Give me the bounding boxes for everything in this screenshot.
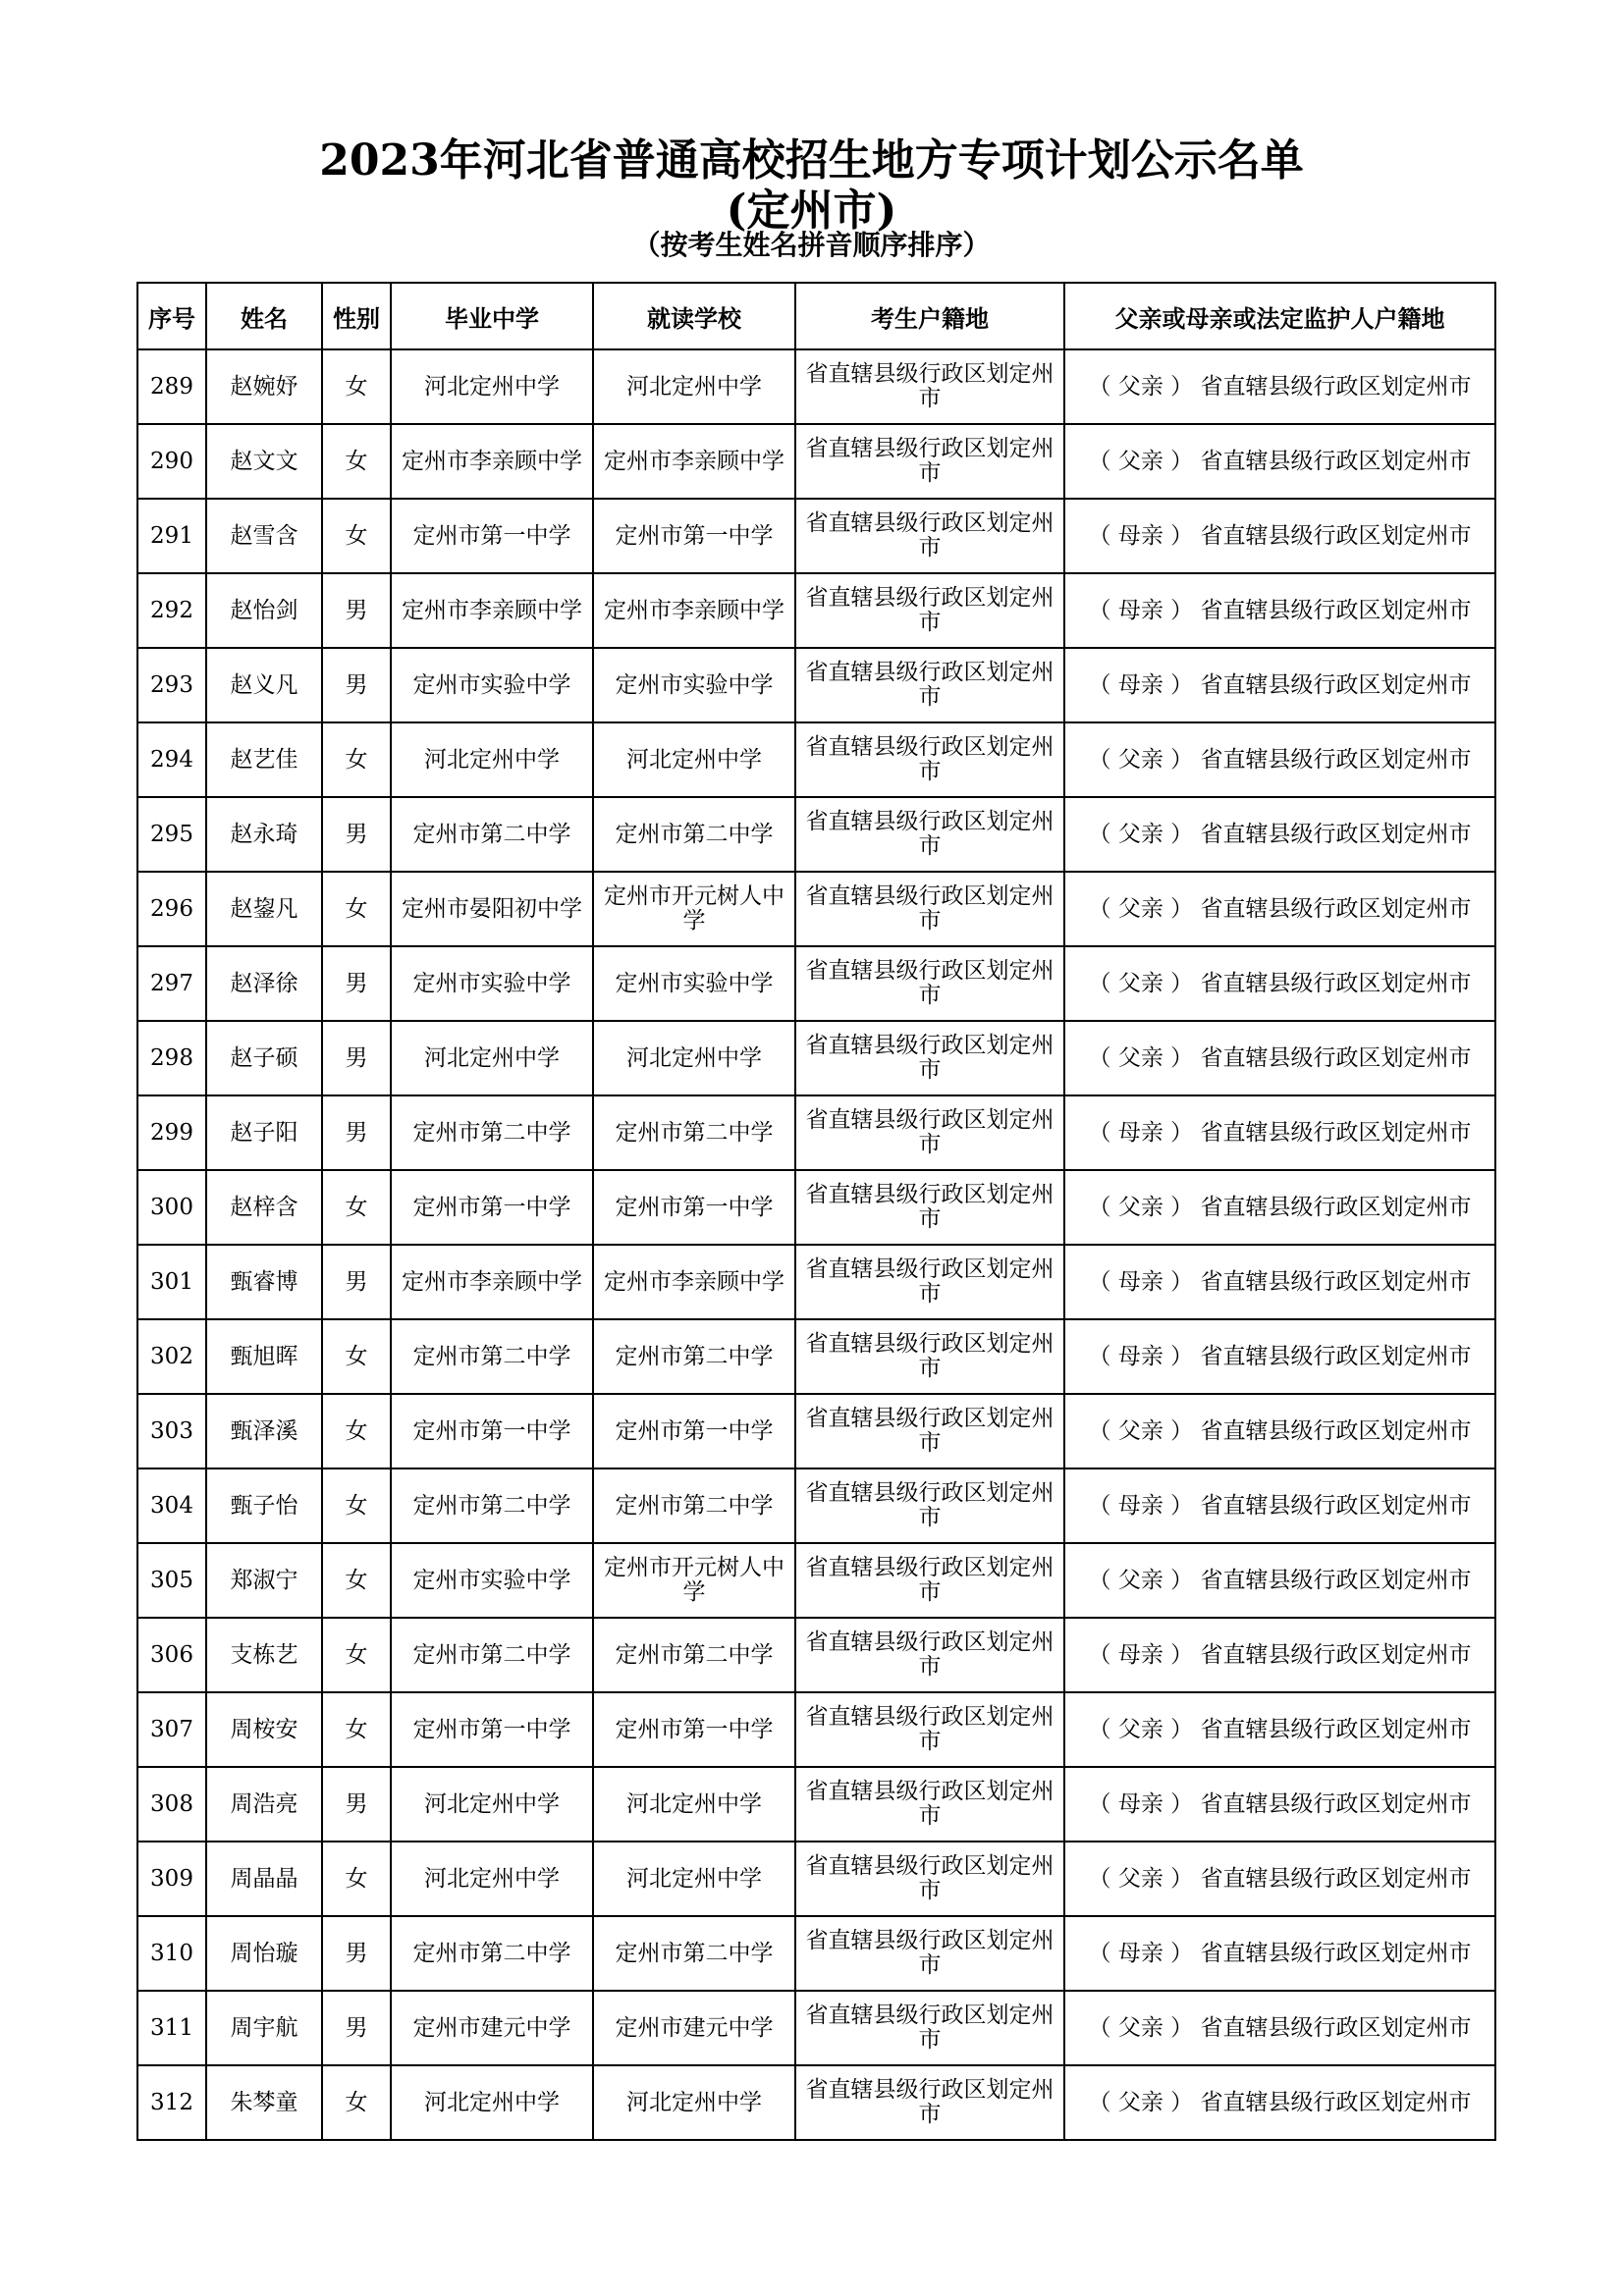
cell-gender: 男 [322,1245,391,1319]
table-row [137,424,1495,499]
table-row [137,722,1495,797]
cell-gender: 女 [322,424,391,499]
header-parent-hukou: 父亲或母亲或法定监护人户籍地 [1064,283,1495,349]
cell-name: 赵鋆凡 [206,872,322,946]
cell-hukou: 省直辖县级行政区划定州市 [795,1170,1064,1245]
cell-grad-school: 定州市第二中学 [391,1916,593,1991]
table-row [137,648,1495,722]
table-header-row [137,283,1495,349]
cell-gender: 女 [322,2065,391,2140]
cell-gender: 女 [322,1170,391,1245]
cell-parent-hukou: （ 母亲 ） 省直辖县级行政区划定州市 [1064,1319,1495,1394]
cell-current-school: 定州市第一中学 [593,1394,795,1468]
cell-gender: 男 [322,1095,391,1170]
cell-name: 周浩亮 [206,1767,322,1842]
cell-current-school: 定州市第一中学 [593,1170,795,1245]
cell-grad-school: 定州市第二中学 [391,1468,593,1543]
cell-parent-hukou: （ 父亲 ） 省直辖县级行政区划定州市 [1064,1021,1495,1095]
cell-gender: 男 [322,1916,391,1991]
cell-hukou: 省直辖县级行政区划定州市 [795,2065,1064,2140]
cell-name: 赵雪含 [206,499,322,573]
cell-gender: 女 [322,349,391,424]
cell-no: 312 [137,2065,206,2140]
cell-current-school: 河北定州中学 [593,1842,795,1916]
cell-no: 293 [137,648,206,722]
cell-gender: 男 [322,1991,391,2065]
cell-no: 309 [137,1842,206,1916]
sort-note: （按考生姓名拼音顺序排序） [632,229,991,261]
cell-hukou: 省直辖县级行政区划定州市 [795,797,1064,872]
cell-grad-school: 河北定州中学 [391,1021,593,1095]
cell-no: 311 [137,1991,206,2065]
cell-grad-school: 定州市第二中学 [391,1319,593,1394]
cell-current-school: 定州市第二中学 [593,1468,795,1543]
cell-grad-school: 定州市第一中学 [391,1170,593,1245]
cell-gender: 女 [322,872,391,946]
table-row [137,1021,1495,1095]
cell-name: 甄泽溪 [206,1394,322,1468]
cell-current-school: 定州市第二中学 [593,1095,795,1170]
cell-no: 298 [137,1021,206,1095]
cell-gender: 女 [322,1319,391,1394]
cell-parent-hukou: （ 父亲 ） 省直辖县级行政区划定州市 [1064,349,1495,424]
cell-no: 296 [137,872,206,946]
cell-current-school: 定州市第一中学 [593,499,795,573]
cell-grad-school: 定州市晏阳初中学 [391,872,593,946]
cell-name: 甄睿博 [206,1245,322,1319]
cell-no: 305 [137,1543,206,1618]
cell-name: 赵子硕 [206,1021,322,1095]
cell-name: 赵怡剑 [206,573,322,648]
cell-current-school: 定州市李亲顾中学 [593,1245,795,1319]
cell-grad-school: 定州市第二中学 [391,797,593,872]
cell-current-school: 定州市实验中学 [593,648,795,722]
cell-gender: 女 [322,1468,391,1543]
table-row [137,1319,1495,1394]
cell-parent-hukou: （ 父亲 ） 省直辖县级行政区划定州市 [1064,722,1495,797]
cell-parent-hukou: （ 父亲 ） 省直辖县级行政区划定州市 [1064,946,1495,1021]
header-gender: 性别 [322,283,391,349]
cell-hukou: 省直辖县级行政区划定州市 [795,1095,1064,1170]
cell-parent-hukou: （ 母亲 ） 省直辖县级行政区划定州市 [1064,499,1495,573]
table-row [137,1394,1495,1468]
cell-hukou: 省直辖县级行政区划定州市 [795,1618,1064,1692]
cell-hukou: 省直辖县级行政区划定州市 [795,1767,1064,1842]
cell-name: 赵梓含 [206,1170,322,1245]
cell-no: 301 [137,1245,206,1319]
cell-gender: 女 [322,1543,391,1618]
cell-current-school: 河北定州中学 [593,349,795,424]
table-row [137,1991,1495,2065]
cell-no: 297 [137,946,206,1021]
cell-gender: 男 [322,573,391,648]
cell-parent-hukou: （ 母亲 ） 省直辖县级行政区划定州市 [1064,573,1495,648]
cell-name: 赵艺佳 [206,722,322,797]
cell-hukou: 省直辖县级行政区划定州市 [795,1021,1064,1095]
cell-hukou: 省直辖县级行政区划定州市 [795,1916,1064,1991]
cell-hukou: 省直辖县级行政区划定州市 [795,1991,1064,2065]
cell-no: 300 [137,1170,206,1245]
cell-hukou: 省直辖县级行政区划定州市 [795,648,1064,722]
cell-current-school: 定州市第二中学 [593,797,795,872]
cell-no: 292 [137,573,206,648]
cell-current-school: 河北定州中学 [593,1021,795,1095]
cell-grad-school: 定州市实验中学 [391,1543,593,1618]
cell-grad-school: 定州市第一中学 [391,1692,593,1767]
cell-grad-school: 定州市李亲顾中学 [391,1245,593,1319]
cell-name: 甄旭晖 [206,1319,322,1394]
cell-grad-school: 定州市第二中学 [391,1095,593,1170]
table-row [137,1692,1495,1767]
cell-gender: 女 [322,499,391,573]
cell-grad-school: 河北定州中学 [391,1842,593,1916]
header-grad-school: 毕业中学 [391,283,593,349]
cell-parent-hukou: （ 父亲 ） 省直辖县级行政区划定州市 [1064,1170,1495,1245]
cell-parent-hukou: （ 父亲 ） 省直辖县级行政区划定州市 [1064,1692,1495,1767]
cell-hukou: 省直辖县级行政区划定州市 [795,1692,1064,1767]
cell-current-school: 定州市建元中学 [593,1991,795,2065]
table-body [137,349,1495,2140]
cell-gender: 女 [322,1618,391,1692]
cell-hukou: 省直辖县级行政区划定州市 [795,424,1064,499]
cell-current-school: 河北定州中学 [593,722,795,797]
table-row [137,1468,1495,1543]
cell-parent-hukou: （ 母亲 ） 省直辖县级行政区划定州市 [1064,1468,1495,1543]
table-row [137,1170,1495,1245]
cell-hukou: 省直辖县级行政区划定州市 [795,1245,1064,1319]
cell-current-school: 河北定州中学 [593,2065,795,2140]
cell-hukou: 省直辖县级行政区划定州市 [795,1319,1064,1394]
cell-parent-hukou: （ 父亲 ） 省直辖县级行政区划定州市 [1064,872,1495,946]
table-row [137,1543,1495,1618]
cell-grad-school: 定州市第二中学 [391,1618,593,1692]
cell-hukou: 省直辖县级行政区划定州市 [795,1543,1064,1618]
cell-grad-school: 定州市第一中学 [391,1394,593,1468]
cell-parent-hukou: （ 父亲 ） 省直辖县级行政区划定州市 [1064,424,1495,499]
cell-name: 支栋艺 [206,1618,322,1692]
cell-no: 294 [137,722,206,797]
cell-parent-hukou: （ 母亲 ） 省直辖县级行政区划定州市 [1064,648,1495,722]
cell-parent-hukou: （ 母亲 ） 省直辖县级行政区划定州市 [1064,1245,1495,1319]
cell-hukou: 省直辖县级行政区划定州市 [795,1468,1064,1543]
page-title: 2023年河北省普通高校招生地方专项计划公示名单 [319,135,1304,186]
cell-no: 307 [137,1692,206,1767]
cell-current-school: 定州市李亲顾中学 [593,424,795,499]
cell-gender: 男 [322,797,391,872]
cell-no: 295 [137,797,206,872]
cell-gender: 男 [322,946,391,1021]
table-row [137,1767,1495,1842]
cell-current-school: 定州市实验中学 [593,946,795,1021]
cell-current-school: 定州市第二中学 [593,1618,795,1692]
cell-name: 朱棽童 [206,2065,322,2140]
cell-hukou: 省直辖县级行政区划定州市 [795,573,1064,648]
table-row [137,1245,1495,1319]
header-name: 姓名 [206,283,322,349]
cell-no: 289 [137,349,206,424]
table-row [137,946,1495,1021]
cell-no: 308 [137,1767,206,1842]
cell-parent-hukou: （ 父亲 ） 省直辖县级行政区划定州市 [1064,2065,1495,2140]
cell-parent-hukou: （ 母亲 ） 省直辖县级行政区划定州市 [1064,1095,1495,1170]
table-row [137,1842,1495,1916]
cell-current-school: 定州市开元树人中学 [593,1543,795,1618]
cell-hukou: 省直辖县级行政区划定州市 [795,946,1064,1021]
table-row [137,573,1495,648]
cell-name: 赵泽徐 [206,946,322,1021]
cell-gender: 男 [322,1021,391,1095]
cell-grad-school: 河北定州中学 [391,722,593,797]
cell-hukou: 省直辖县级行政区划定州市 [795,1842,1064,1916]
cell-gender: 女 [322,722,391,797]
cell-name: 赵永琦 [206,797,322,872]
cell-grad-school: 定州市实验中学 [391,648,593,722]
cell-parent-hukou: （ 父亲 ） 省直辖县级行政区划定州市 [1064,797,1495,872]
table-row [137,349,1495,424]
roster-table [136,282,1496,2141]
cell-current-school: 定州市第二中学 [593,1916,795,1991]
cell-no: 310 [137,1916,206,1991]
cell-no: 290 [137,424,206,499]
cell-current-school: 河北定州中学 [593,1767,795,1842]
cell-name: 周怡璇 [206,1916,322,1991]
cell-hukou: 省直辖县级行政区划定州市 [795,1394,1064,1468]
cell-gender: 男 [322,1767,391,1842]
table-row [137,1916,1495,1991]
cell-grad-school: 定州市建元中学 [391,1991,593,2065]
cell-name: 赵文文 [206,424,322,499]
table-row [137,499,1495,573]
cell-hukou: 省直辖县级行政区划定州市 [795,499,1064,573]
cell-no: 304 [137,1468,206,1543]
table-row [137,872,1495,946]
header-no: 序号 [137,283,206,349]
cell-gender: 女 [322,1842,391,1916]
cell-hukou: 省直辖县级行政区划定州市 [795,872,1064,946]
cell-current-school: 定州市第一中学 [593,1692,795,1767]
cell-current-school: 定州市李亲顾中学 [593,573,795,648]
cell-name: 赵婉妤 [206,349,322,424]
header-hukou: 考生户籍地 [795,283,1064,349]
cell-parent-hukou: （ 父亲 ） 省直辖县级行政区划定州市 [1064,1991,1495,2065]
cell-grad-school: 定州市实验中学 [391,946,593,1021]
cell-parent-hukou: （ 父亲 ） 省直辖县级行政区划定州市 [1064,1394,1495,1468]
cell-parent-hukou: （ 母亲 ） 省直辖县级行政区划定州市 [1064,1767,1495,1842]
table-row [137,1618,1495,1692]
cell-gender: 男 [322,648,391,722]
table-row [137,797,1495,872]
cell-grad-school: 定州市第一中学 [391,499,593,573]
cell-no: 303 [137,1394,206,1468]
cell-grad-school: 定州市李亲顾中学 [391,573,593,648]
cell-hukou: 省直辖县级行政区划定州市 [795,349,1064,424]
cell-name: 赵义凡 [206,648,322,722]
cell-gender: 女 [322,1394,391,1468]
cell-name: 甄子怡 [206,1468,322,1543]
cell-grad-school: 河北定州中学 [391,2065,593,2140]
cell-grad-school: 河北定州中学 [391,1767,593,1842]
cell-name: 郑淑宁 [206,1543,322,1618]
cell-parent-hukou: （ 父亲 ） 省直辖县级行政区划定州市 [1064,1543,1495,1618]
cell-no: 306 [137,1618,206,1692]
cell-current-school: 定州市第二中学 [593,1319,795,1394]
cell-no: 302 [137,1319,206,1394]
cell-no: 291 [137,499,206,573]
cell-parent-hukou: （ 父亲 ） 省直辖县级行政区划定州市 [1064,1842,1495,1916]
cell-name: 周宇航 [206,1991,322,2065]
header-current-school: 就读学校 [593,283,795,349]
cell-name: 赵子阳 [206,1095,322,1170]
cell-parent-hukou: （ 母亲 ） 省直辖县级行政区划定州市 [1064,1618,1495,1692]
table-row [137,2065,1495,2140]
cell-grad-school: 定州市李亲顾中学 [391,424,593,499]
cell-current-school: 定州市开元树人中学 [593,872,795,946]
table-row [137,1095,1495,1170]
cell-hukou: 省直辖县级行政区划定州市 [795,722,1064,797]
cell-no: 299 [137,1095,206,1170]
cell-name: 周晶晶 [206,1842,322,1916]
cell-name: 周桉安 [206,1692,322,1767]
cell-parent-hukou: （ 母亲 ） 省直辖县级行政区划定州市 [1064,1916,1495,1991]
cell-gender: 女 [322,1692,391,1767]
cell-grad-school: 河北定州中学 [391,349,593,424]
page-subtitle: (定州市) [726,186,897,236]
